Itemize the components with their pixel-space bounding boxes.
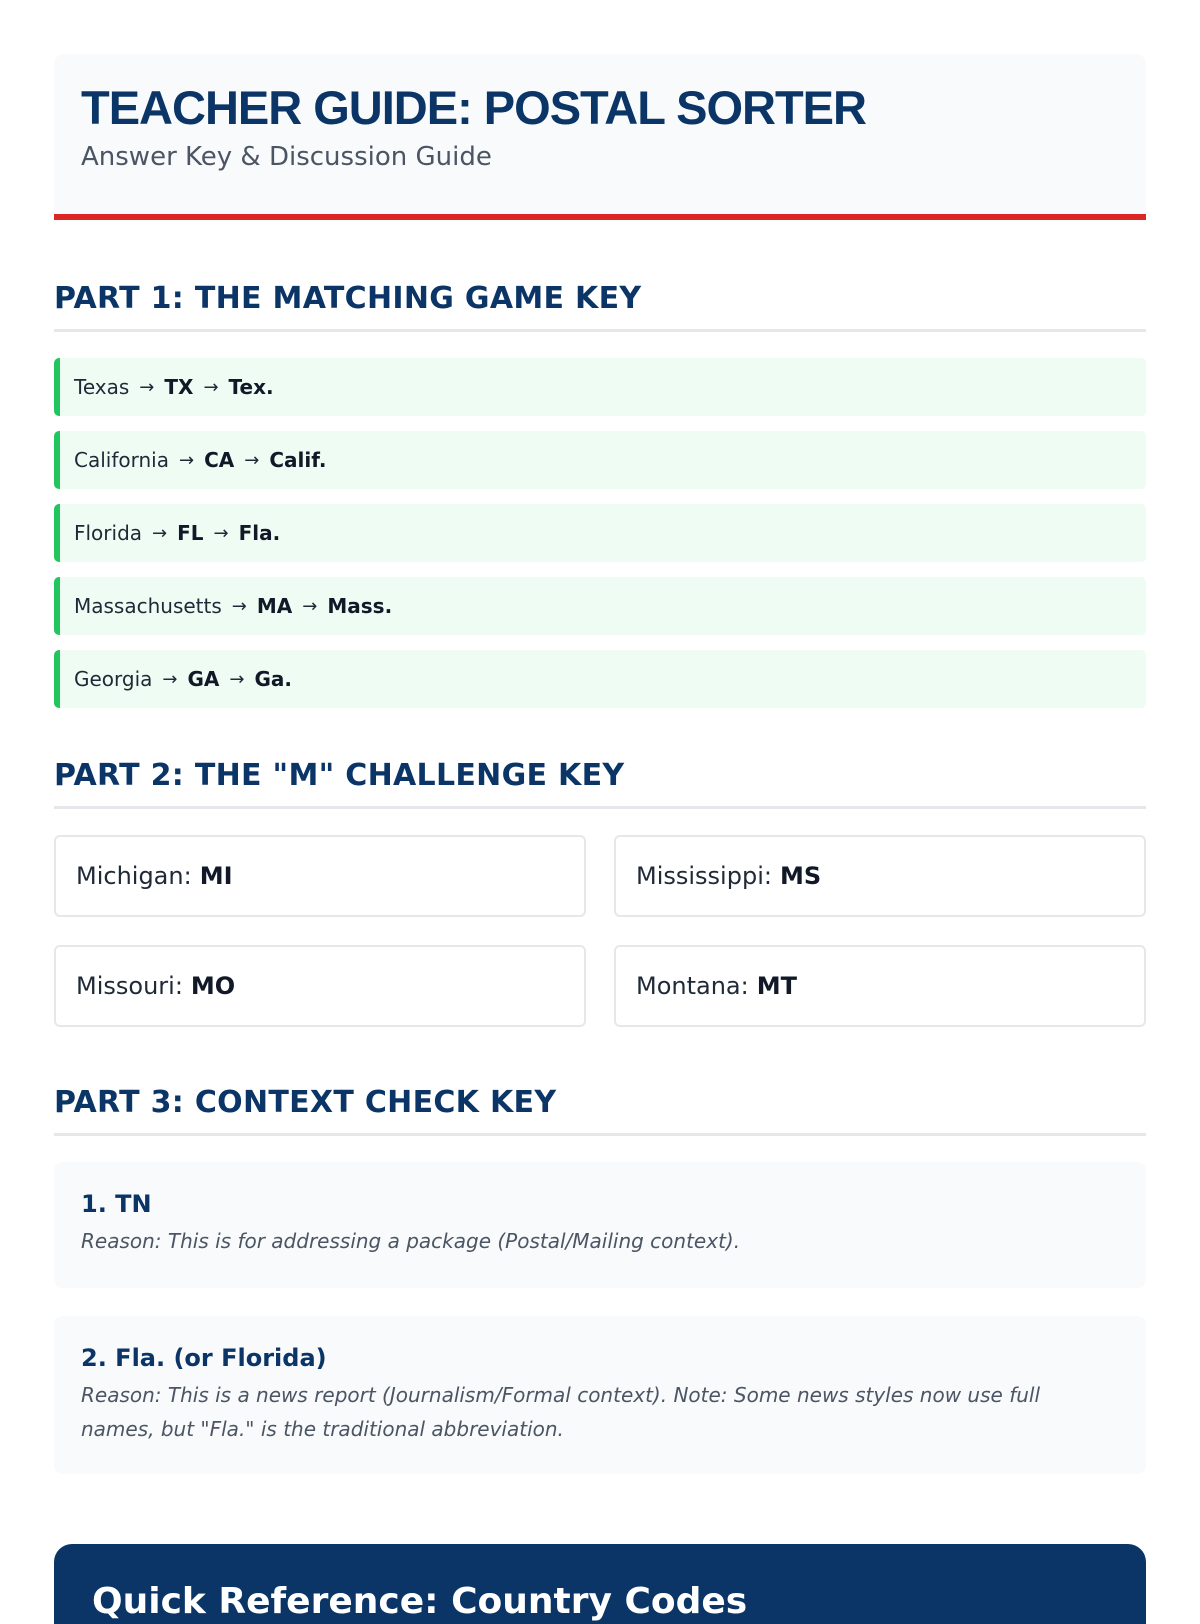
postal-code: TX [164,375,194,399]
m-challenge-item-michigan [54,835,586,917]
page-subtitle: Answer Key & Discussion Guide [81,142,492,172]
context-answer: 1. TN [81,1190,152,1218]
context-card-2 [54,1316,1146,1474]
right-arrow-icon: → [178,449,195,471]
postal-code: MO [190,972,236,1000]
context-check-list [54,1162,1146,1474]
part2-heading: PART 2: THE "M" CHALLENGE KEY [54,756,1146,809]
postal-code: MI [199,862,233,890]
header-card [54,54,1146,220]
state-label: Missouri: [76,972,183,1000]
part1-heading: PART 1: THE MATCHING GAME KEY [54,279,1146,332]
postal-code: FL [177,521,204,545]
state-name: Georgia [74,667,153,691]
context-answer: 2. Fla. (or Florida) [81,1344,327,1372]
state-label: Michigan: [76,862,192,890]
postal-code: MA [256,594,293,618]
match-row-florida [54,504,1146,562]
state-name: Florida [74,521,143,545]
m-challenge-item-montana [614,945,1146,1027]
right-arrow-icon: → [244,449,260,471]
right-arrow-icon: → [152,522,168,544]
right-arrow-icon: → [162,668,178,690]
match-row-massachusetts [54,577,1146,635]
context-reason: Reason: This is for addressing a package (Postal/Mailing context). [81,1229,741,1253]
traditional-abbreviation: Calif. [269,448,327,472]
m-challenge-item-mississippi [614,835,1146,917]
right-arrow-icon: → [203,376,219,398]
right-arrow-icon: → [213,522,229,544]
traditional-abbreviation: Ga. [254,667,293,691]
matching-key-list [54,358,1146,708]
state-label: Mississippi: [636,862,772,890]
postal-code: MT [756,972,797,1000]
traditional-abbreviation: Fla. [238,521,281,545]
quick-reference-title: Quick Reference: Country Codes [92,1581,748,1622]
right-arrow-icon: → [139,376,155,398]
postal-code: CA [204,448,235,472]
page-title: TEACHER GUIDE: POSTAL SORTER [81,81,866,134]
traditional-abbreviation: Mass. [327,594,393,618]
right-arrow-icon: → [302,595,318,617]
state-name: California [74,448,169,472]
context-card-1 [54,1162,1146,1288]
match-row-california [54,431,1146,489]
match-row-texas [54,358,1146,416]
right-arrow-icon: → [231,595,247,617]
traditional-abbreviation: Tex. [228,375,274,399]
right-arrow-icon: → [229,668,245,690]
part3-heading: PART 3: CONTEXT CHECK KEY [54,1083,1146,1136]
m-challenge-grid [54,835,1146,1027]
context-reason: Reason: This is a news report (Journalism/Formal context). Note: Some news styles now use full names, but "Fla." is the traditional abbreviation. [81,1383,1041,1441]
match-row-georgia [54,650,1146,708]
state-name: Massachusetts [74,594,222,618]
state-name: Texas [74,375,130,399]
m-challenge-item-missouri [54,945,586,1027]
postal-code: GA [187,667,220,691]
quick-reference-panel [54,1544,1146,1624]
postal-code: MS [779,862,822,890]
state-label: Montana: [636,972,749,1000]
